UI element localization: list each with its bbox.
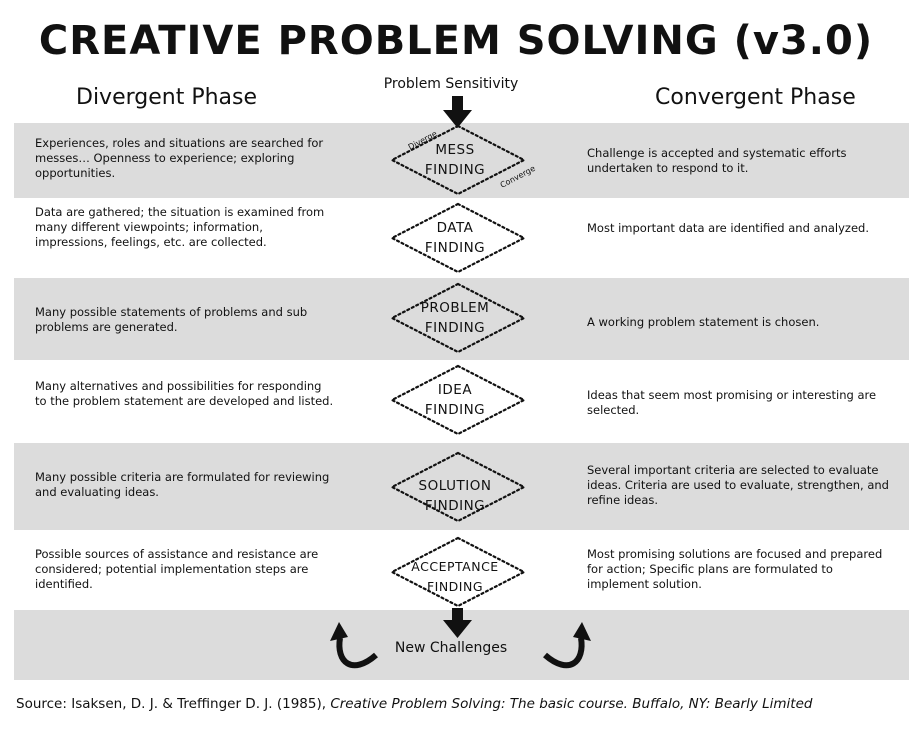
- convergent-text-data: Most important data are identified and analyzed.: [587, 221, 869, 235]
- source-prefix: Source: Isaksen, D. J. & Treffinger D. J. (1985),: [16, 696, 331, 712]
- convergent-text-idea: Ideas that seem most promising or interesting are selected.: [587, 388, 877, 417]
- diagram-title: CREATIVE PROBLEM SOLVING (v3.0): [38, 18, 874, 64]
- stage-label-idea: IDEA FINDING: [424, 382, 486, 418]
- diverge-label: Diverge: [406, 129, 439, 152]
- divergent-text-idea: Many alternatives and possibilities for responding to the problem statement are developed and listed.: [35, 379, 334, 408]
- stage-label-data: DATA FINDING: [424, 220, 486, 256]
- stage-label-mess: MESS FINDING: [424, 142, 486, 178]
- new-challenges-label: New Challenges: [394, 640, 508, 656]
- divergent-text-mess: Experiences, roles and situations are searched for messes… Openness to experience; exploring opportunities.: [35, 136, 324, 180]
- down-arrow-bottom-icon: [443, 608, 472, 638]
- divergent-phase-heading: Divergent Phase: [76, 85, 258, 110]
- divergent-text-solution: Many possible criteria are formulated for reviewing and evaluating ideas.: [35, 470, 330, 499]
- source-citation: [16, 694, 906, 714]
- divergent-text-acceptance: Possible sources of assistance and resistance are considered; potential implementation steps are identified.: [35, 547, 319, 591]
- down-arrow-icon: [443, 96, 472, 128]
- convergent-text-problem: A working problem statement is chosen.: [587, 315, 820, 329]
- convergent-text-mess: Challenge is accepted and systematic efforts undertaken to respond to it.: [587, 146, 847, 175]
- convergent-phase-heading: Convergent Phase: [655, 85, 856, 110]
- convergent-text-acceptance: Most promising solutions are focused and prepared for action; Specific plans are formulated to implement solution.: [587, 547, 883, 591]
- source-title: Creative Problem Solving: The basic course. Buffalo, NY: Bearly Limited: [330, 696, 813, 712]
- divergent-text-problem: Many possible statements of problems and sub problems are generated.: [35, 305, 308, 334]
- stage-label-problem: PROBLEM FINDING: [420, 300, 490, 336]
- divergent-text-data: Data are gathered; the situation is examined from many different viewpoints; information, impressions, feelings, etc. are collected.: [35, 205, 325, 249]
- converge-label: Converge: [498, 163, 537, 190]
- stage-label-acceptance: ACCEPTANCE FINDING: [411, 559, 499, 594]
- convergent-text-solution: Several important criteria are selected to evaluate ideas. Criteria are used to evaluate, strengthen, and refine ideas.: [587, 463, 889, 507]
- problem-sensitivity-label: Problem Sensitivity: [383, 76, 519, 92]
- stage-label-solution: SOLUTION FINDING: [418, 478, 492, 514]
